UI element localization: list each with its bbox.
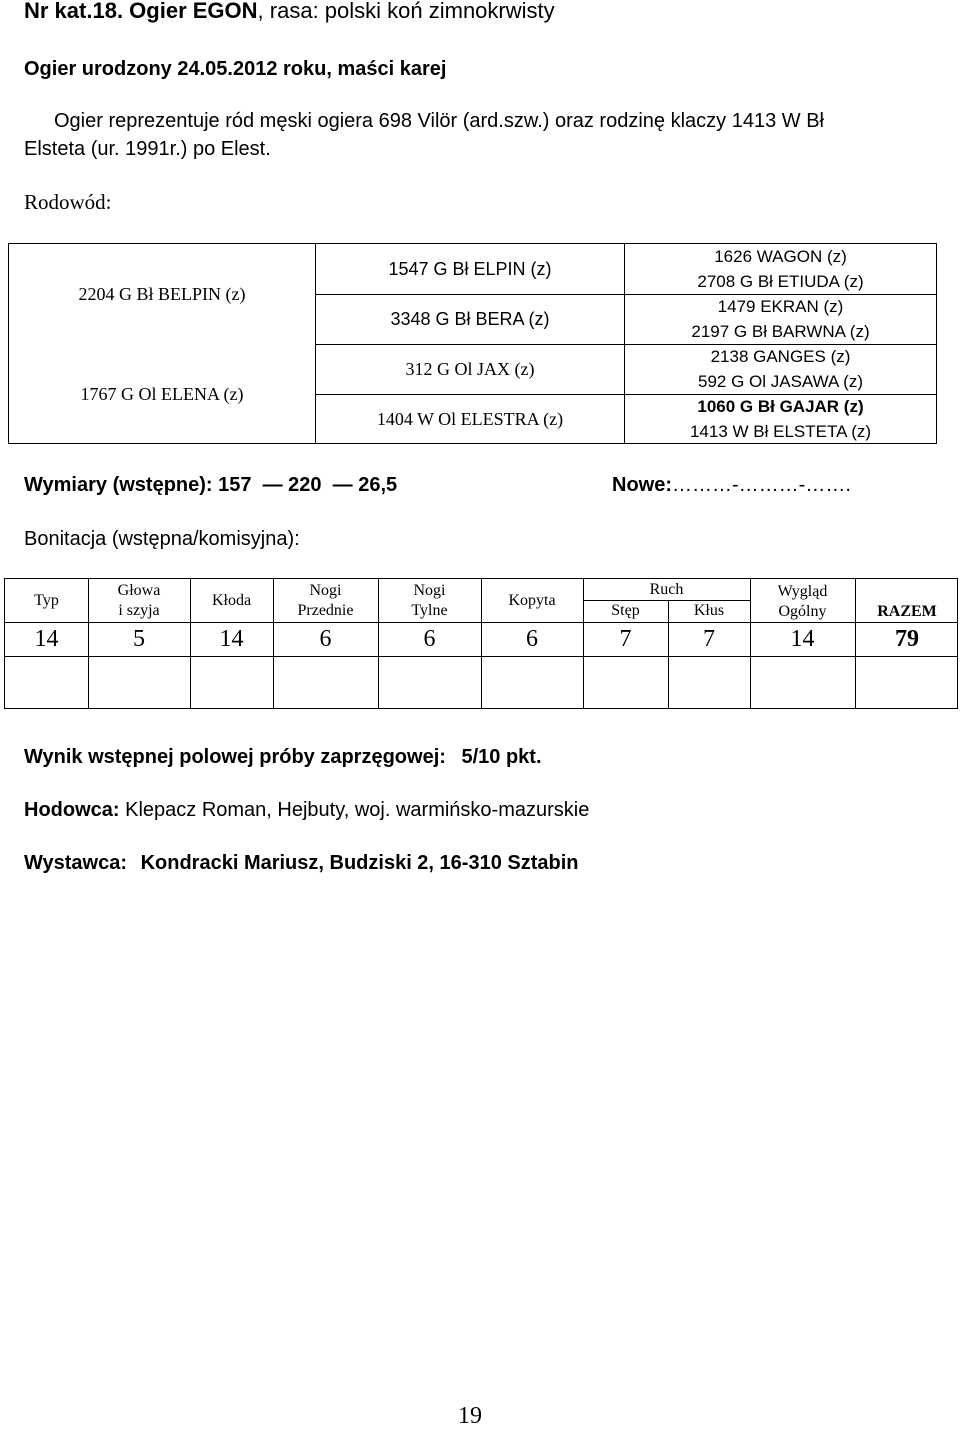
- header-ruch: Ruch: [649, 581, 684, 598]
- new-measurements-label: Nowe:: [612, 474, 672, 496]
- ggp-6: 592 G Ol JASAWA (z): [697, 372, 863, 391]
- header-kopyta: Kopyta: [508, 592, 556, 609]
- score-razem: 79: [895, 626, 919, 652]
- maternal-grandsire: 312 G Ol JAX (z): [405, 358, 535, 379]
- maternal-granddam: 1404 W Ol ELESTRA (z): [376, 408, 564, 429]
- ggp-2: 2708 G Bł ETIUDA (z): [697, 272, 864, 291]
- header-wyglad: Wygląd Ogólny: [777, 583, 828, 620]
- header-glowa: Głowa i szyja: [117, 582, 161, 619]
- score-kloda: 14: [219, 626, 244, 652]
- lineage-line-2: Elsteta (ur. 1991r.) po Elest.: [24, 138, 271, 160]
- breeder: [24, 799, 589, 822]
- header-step: Stęp: [611, 602, 640, 619]
- breed: , rasa: polski koń zimnokrwisty: [257, 0, 555, 23]
- pedigree-great-grandparents-column: [625, 244, 936, 443]
- score-wyglad: 14: [790, 626, 815, 652]
- score-typ: 14: [34, 626, 59, 652]
- pedigree-parents-column: [9, 244, 316, 443]
- score-nogi-tylne: 6: [423, 626, 436, 652]
- trial-result: [24, 746, 542, 769]
- bonitation-label: Bonitacja (wstępna/komisyjna):: [24, 528, 300, 550]
- bonitation-table: [4, 578, 958, 709]
- page-number: 19: [458, 1403, 482, 1429]
- exhibitor-value: Kondracki Mariusz, Budziski 2, 16-310 Sztabin: [140, 852, 579, 874]
- catalog-title: [24, 0, 555, 24]
- measurements-values: 157 — 220 — 26,5: [218, 474, 398, 496]
- breeder-value: Klepacz Roman, Hejbuty, woj. warmińsko-mazurskie: [119, 799, 590, 821]
- score-kopyta: 6: [526, 626, 538, 652]
- exhibitor-label: Wystawca:: [24, 852, 128, 874]
- horse-name: Ogier EGON: [123, 0, 258, 23]
- ggp-4: 2197 G Bł BARWNA (z): [691, 322, 870, 341]
- header-razem: RAZEM: [877, 603, 937, 620]
- lineage-line-1: Ogier reprezentuje ród męski ogiera 698 Vilör (ard.szw.) oraz rodzinę klaczy 1413 W Bł: [54, 110, 824, 132]
- paternal-granddam: 3348 G Bł BERA (z): [390, 308, 550, 329]
- sire: 2204 G Bł BELPIN (z): [78, 283, 246, 304]
- measurements: [24, 474, 397, 497]
- ggp-7: 1060 G Bł GAJAR (z): [697, 397, 864, 416]
- breeder-label: Hodowca:: [24, 799, 120, 821]
- header-klus: Kłus: [693, 602, 725, 619]
- pedigree-table: [8, 243, 937, 444]
- ggp-3: 1479 EKRAN (z): [717, 297, 844, 316]
- catalog-number: Nr kat.18.: [24, 0, 124, 23]
- header-nogi-tylne: Nogi Tylne: [411, 582, 448, 619]
- new-measurements: [612, 474, 851, 497]
- score-glowa: 5: [133, 626, 145, 652]
- ggp-5: 2138 GANGES (z): [710, 347, 851, 366]
- pedigree-label: Rodowód:: [24, 190, 112, 214]
- trial-result-label: Wynik wstępnej polowej próby zaprzęgowej:: [24, 746, 446, 768]
- paternal-grandsire: 1547 G Bł ELPIN (z): [388, 258, 552, 279]
- score-nogi-przednie: 6: [319, 626, 332, 652]
- ggp-8: 1413 W Bł ELSTETA (z): [689, 422, 872, 441]
- new-measurements-value: ………-………-…….: [672, 474, 851, 496]
- header-kloda: Kłoda: [211, 592, 252, 609]
- pedigree-grandparents-column: [316, 244, 625, 443]
- ggp-1: 1626 WAGON (z): [714, 247, 847, 266]
- header-typ: Typ: [34, 592, 59, 609]
- birth-line: Ogier urodzony 24.05.2012 roku, maści karej: [24, 58, 447, 80]
- score-step: 7: [619, 626, 632, 652]
- exhibitor: [24, 852, 579, 875]
- measurements-label: Wymiary (wstępne):: [24, 474, 213, 496]
- trial-result-value: 5/10 pkt.: [461, 746, 542, 768]
- score-klus: 7: [703, 626, 715, 652]
- header-nogi-przednie: Nogi Przednie: [297, 582, 354, 619]
- dam: 1767 G Ol ELENA (z): [80, 383, 244, 404]
